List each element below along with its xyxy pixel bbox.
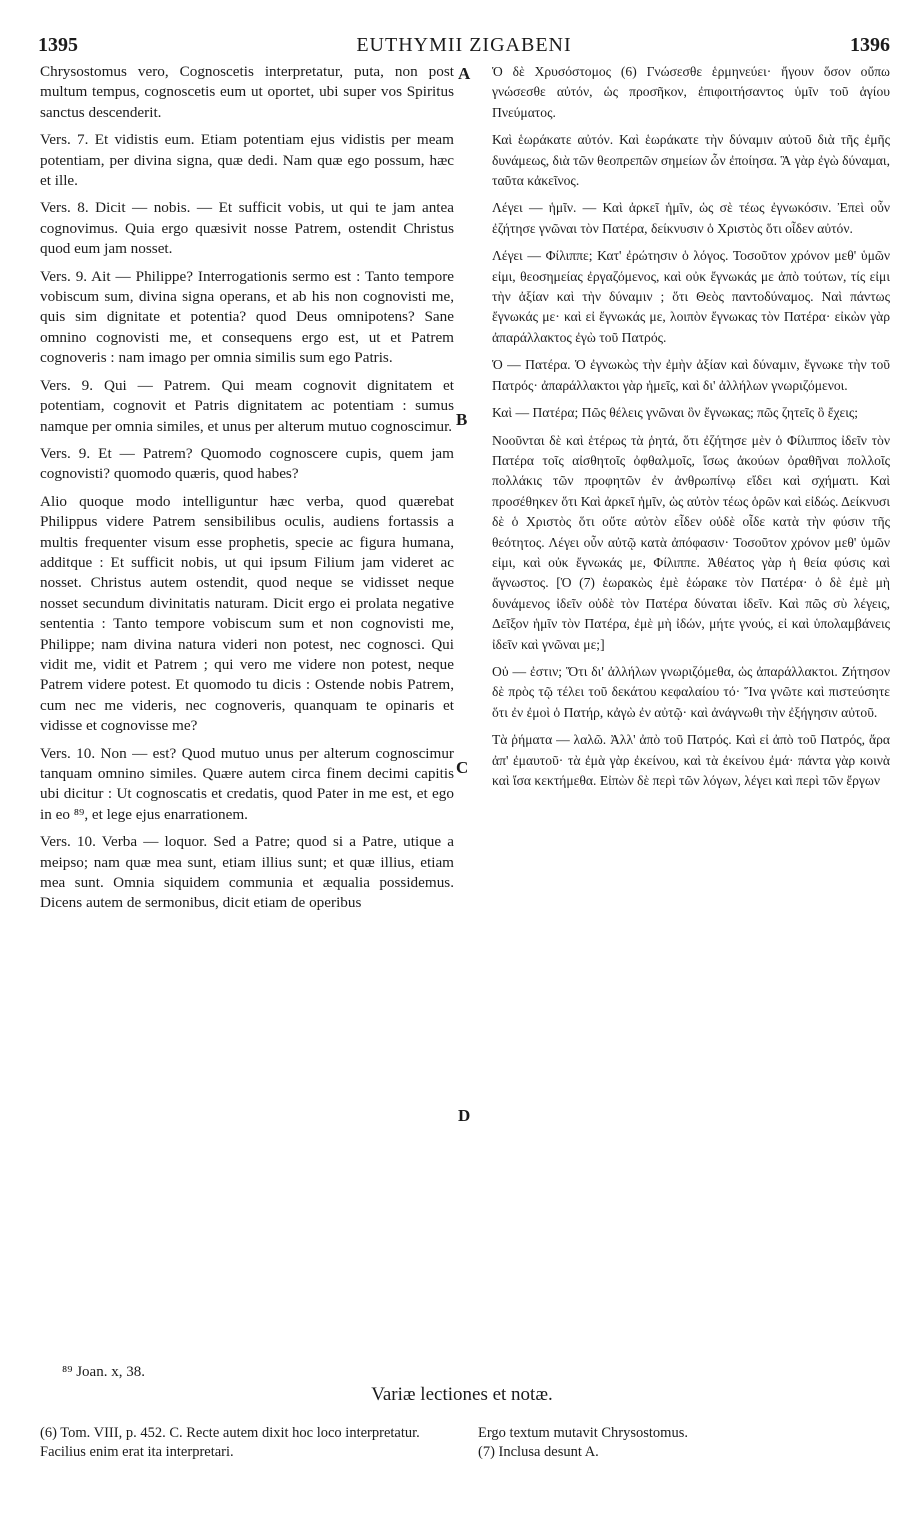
page-number-right: 1396 [850,34,890,56]
greek-paragraph: Ὁ δὲ Χρυσόστομος (6) Γνώσεσθε ἑρμηνεύει· ἤγουν ὅσον οὔπω γνώσεσθε αὐτόν, ὡς προσῆκον, ἐπιφοιτήσαντος ὑμῖν τοῦ ἁγίου Πνεύματος. [492,64,890,120]
section-marker-a: A [458,64,471,83]
greek-paragraph: Οὐ — ἐστιν; Ὅτι δι' ἀλλήλων γνωριζόμεθα, ὡς ἀπαράλλακτοι. Ζήτησον δὲ πρὸς τῷ τέλει τοῦ δεκάτου κεφαλαίου τό· Ἵνα γνῶτε καὶ πιστεύσητε ὅτι ἐν ἐμοὶ ὁ Πατήρ, κἀγὼ ἐν αὐτῷ· καὶ ἀνάγνωθι τὴν ἐξήγησιν αὐτοῦ. [492,663,890,720]
greek-paragraph: Νοοῦνται δὲ καὶ ἑτέρως τὰ ῥητά, ὅτι ἐζήτησε μὲν ὁ Φίλιππος ἰδεῖν τὸν Πατέρα τοῖς αἰσθητοῖς ὀφθαλμοῖς, ἴσως ἀκούων ὀραθῆναι πολλοῖς πολλάκις τῶν προφητῶν ἐν ἀνθρωπίνῳ εἴδει καὶ σχήματι. Καὶ προσέθηκεν ὅτι Καὶ ἀρκεῖ ἡμῖν, ὡς αὐτὸν τέως ὁρῶν καὶ εἰδώς. Δείκνυσι δὲ ὁ Χριστὸς ὅτι οὔτε αὐτὸν εἶδεν οὐδὲ οἶδε κατὰ τὴν φύσιν τῆς θεότητος. Λέγει οὖν αὐτῷ κατὰ ἀπόφασιν· Τοσοῦτον χρόνον μεθ' ὑμῶν εἰμι, καὶ οὐκ ἔγνωκάς με, Φίλιππε. Ἀθέατος γὰρ ἡ θεία φύσις καὶ ἄγνωστος. [Ὁ (7) ἑωρακὼς ἐμὲ ἑώρακε τὸν Πατέρα· ὁ δὲ ἐμὲ μὴ δυνάμενος ἰδεῖν οὐδὲ τὸν Πατέρα δύναται ἰδεῖν. Καὶ πῶς σὺ λέγεις, Δεῖξον ἡμῖν τὸν Πατέρα, ἐμὲ μὴ ἰδών, μήτε γνούς, εἰ καὶ ὑπολαμβάνεις ἰδεῖν καὶ γνῶναι με;] [492,432,890,652]
latin-paragraph: Vers. 9. Et — Patrem? Quomodo cognoscere cupis, quem jam cognovisti? quomodo quæris, quod habes? [40,444,454,483]
greek-paragraph: Λέγει — ἡμῖν. — Καὶ ἀρκεῖ ἡμῖν, ὡς σὲ τέως ἐγνωκόσιν. Ἐπεὶ οὖν ἐζήτησε γνῶναι τὸν Πατέρα, δείκνυσιν ὁ Χριστὸς ὅτι οἶδεν αὐτόν. [492,200,890,236]
latin-paragraph: Chrysostomus vero, Cognoscetis interpretatur, puta, non post multum tempus, cognoscetis eum ut oportet, ubi super vos Spiritus sanctus descenderit. [40,63,454,121]
greek-paragraph: Λέγει — Φίλιππε; Κατ' ἐρώτησιν ὁ λόγος. Τοσοῦτον χρόνον μεθ' ὑμῶν εἰμι, θεοσημείας ἐργαζόμενος, καὶ οὐκ ἔγνωκάς με ἀπὸ τούτων, τίς εἰμι τὴν ἀξίαν καὶ τὴν δύναμιν ; ὅτι Θεὸς παντοδύναμος. Ναὶ πάντως ἔγνωκάς με· καὶ εἰ ἔγνωκάς με, λοιπὸν ἔγνωκας τὸν Πατέρα· εἰκὼν γὰρ ἀπαράλλακτος ἐγὼ τοῦ Πατρός. [492,248,890,345]
latin-paragraph: Vers. 9. Qui — Patrem. Qui meam cognovit dignitatem et potentiam, cognovit et Patris dignitatem ac potentiam : sumus namque per omnia similes, et unus per alterum mutuo cognoscimur. [40,376,454,435]
greek-paragraph: Ὁ — Πατέρα. Ὁ ἐγνωκὼς τὴν ἐμὴν ἀξίαν καὶ δύναμιν, ἔγνωκε τὴν τοῦ Πατρός· ἀπαράλλακτοι γὰρ ἡμεῖς, καὶ δι' ἀλλήλων γνωριζόμενοι. [492,357,890,393]
section-marker-b: B [456,410,468,429]
greek-column [492,62,890,798]
latin-paragraph: Vers. 9. Ait — Philippe? Interrogationis sermo est : Tanto tempore vobiscum sum, divina signa operans, et ab his non cognovisti me, quis sim dignitate et potentia? quod Deus omnipotens? Sane omnino cognovisti me, et consequens ergo est, ut et Patrem cognoveris : nam imago per omnia similis sum ego Patris. [40,267,454,367]
page-header [38,34,890,60]
variant-note-right [478,1424,898,1462]
running-title: EUTHYMII ZIGABENI [356,34,572,56]
latin-paragraph: Vers. 8. Dicit — nobis. — Et sufficit vobis, ut qui te jam antea cognovimus. Quia ergo quæsivit nosse Patrem, ostendit Christus quod eum jam nosset. [40,199,454,258]
latin-paragraph: Alio quoque modo intelliguntur hæc verba, quod quærebat Philippus videre Patrem sensibilibus oculis, audiens fortassis a multis frequenter visum esse prophetis, specie ac figura humana, additque : Et sufficit nobis, ut qui ipsum Filium jam videret ac nosset. Christus autem ostendit, quod neque se vidisset neque nosset secundum divinitatis naturam. Dicit ergo ei prolata negative sententia : Tanto tempore vobiscum sum et non cognovisti me, Philippe; nam divina natura videri non potest, nec cognosci. Qui vidit me, vidit et Patrem ; qui vero me videre non potest, neque Patrem videre potest. Et quomodo tu dicis : Ostende nobis Patrem, cum nec me videris, nec cognoveris, quanquam te opinaris et vidisse et cognovisse me? [40,492,454,735]
section-marker-c: C [456,758,469,777]
latin-column [40,62,454,921]
latin-paragraph: Vers. 10. Verba — loquor. Sed a Patre; quod si a Patre, utique a meipso; nam quæ mea sunt, etiam illius sunt; et quæ illius, etiam mea sunt. Omnia siquidem communia et æqualia possidemus. Dicens autem de sermonibus, dicit etiam de operibus [40,833,454,912]
greek-paragraph: Καὶ ἑωράκατε αὐτόν. Καὶ ἑωράκατε τὴν δύναμιν αὐτοῦ διὰ τῆς ἐμῆς δυνάμεως, διὰ τῶν θεοπρεπῶν σημείων ὧν ἐποίησα. Ἃ γὰρ ἐγὼ δύναμαι, ταῦτα κἀκεῖνος. [492,132,890,189]
greek-paragraph: Καὶ — Πατέρα; Πῶς θέλεις γνῶναι ὃν ἔγνωκας; πῶς ζητεῖς ὃ ἔχεις; [492,405,859,421]
latin-paragraph: Vers. 10. Non — est? Quod mutuo unus per alterum cognoscimur tanquam omnino similes. Quære autem circa finem decimi capitis ubi dicitur : Ut cognoscatis et credatis, quod Pater in me est, et ego in eo ⁸⁹, et lege ejus enarrationem. [40,744,454,823]
latin-paragraph: Vers. 7. Et vidistis eum. Etiam potentiam ejus vidistis per meam potentiam, per divina signa, quæ dedi. Nam quæ ego possum, hæc et ille. [40,131,454,190]
variant-note-line: (7) Inclusa desunt A. [478,1444,599,1460]
variant-note-left: (6) Tom. VIII, p. 452. C. Recte autem dixit hoc loco interpretatur. Facilius enim erat ita interpretari. [40,1425,420,1460]
section-marker-d: D [458,1106,471,1125]
variants-title: Variæ lectiones et notæ. [371,1384,553,1405]
footnote: ⁸⁹ Joan. x, 38. [62,1364,145,1380]
variant-note-line: Ergo textum mutavit Chrysostomus. [478,1425,688,1441]
greek-paragraph: Τὰ ῥήματα — λαλῶ. Ἀλλ' ἀπὸ τοῦ Πατρός. Καὶ εἰ ἀπὸ τοῦ Πατρός, ἄρα ἀπ' ἐμαυτοῦ· τὰ ἐμὰ γὰρ ἐκείνου, καὶ τὰ ἐκείνου ἐμά· πάντα γὰρ κοινὰ καὶ ἴσα κεκτήμεθα. Εἰπὼν δὲ περὶ τῶν λόγων, λέγει καὶ περὶ τῶν ἔργων [492,732,890,788]
page-number-left: 1395 [38,34,78,56]
